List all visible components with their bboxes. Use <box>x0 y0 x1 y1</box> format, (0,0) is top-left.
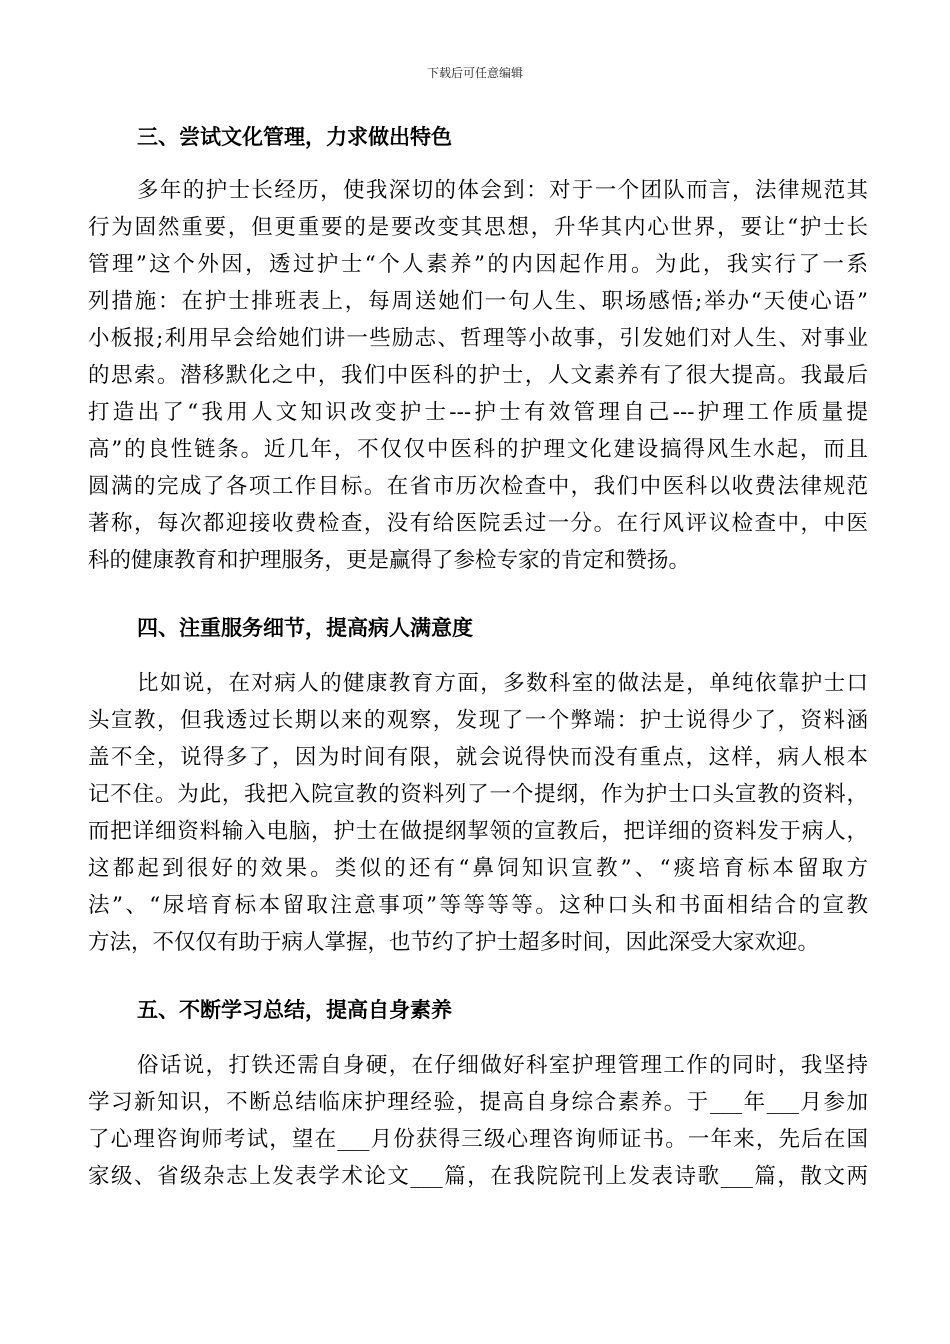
paragraph-line: 多年的护士长经历，使我深切的体会到：对于一个团队而言，法律规范其 <box>137 178 868 203</box>
paragraph-line: 盖不全，说得多了，因为时间有限，就会说得快而没有重点，这样，病人根本 <box>88 745 868 770</box>
paragraph-line: 科的健康教育和护理服务，更是赢得了参检专家的肯定和赞扬。 <box>88 548 691 573</box>
paragraph-line: 方法，不仅仅有助于病人掌握，也节约了护士超多时间，因此深受大家欢迎。 <box>88 930 820 955</box>
paragraph-line: 学习新知识，不断总结临床护理经验，提高自身综合素养。于___年___月参加 <box>88 1090 868 1115</box>
paragraph-line: 打造出了“我用人文知识改变护士---护士有效管理自己---护理工作质量提 <box>88 400 868 425</box>
paragraph-line: 的思索。潜移默化之中，我们中医科的护士，人文素养有了很大提高。我最后 <box>88 363 868 388</box>
paragraph-line: 头宣教，但我透过长期以来的观察，发现了一个弊端：护士说得少了，资料涵 <box>88 708 868 733</box>
paragraph-line: 俗话说，打铁还需自身硬，在仔细做好科室护理管理工作的同时，我坚持 <box>137 1053 868 1078</box>
paragraph-line: 法”、“尿培育标本留取注意事项”等等等等。这种口头和书面相结合的宣教 <box>88 893 868 918</box>
paragraph-line: 记不住。为此，我把入院宣教的资料列了一个提纲，作为护士口头宣教的资料， <box>88 782 868 807</box>
section-heading: 五、不断学习总结，提高自身素养 <box>137 998 452 1022</box>
paragraph-line: 比如说，在对病人的健康教育方面，多数科室的做法是，单纯依靠护士口 <box>137 671 868 696</box>
paragraph-line: 这都起到很好的效果。类似的还有“鼻饲知识宣教”、“痰培育标本留取方 <box>88 856 868 881</box>
section-heading: 四、注重服务细节，提高病人满意度 <box>137 616 473 640</box>
paragraph-line: 而把详细资料输入电脑，护士在做提纲挈领的宣教后，把详细的资料发于病人， <box>88 819 868 844</box>
paragraph-line: 家级、省级杂志上发表学术论文___篇，在我院院刊上发表诗歌___篇，散文两 <box>88 1164 868 1189</box>
section-heading: 三、尝试文化管理，力求做出特色 <box>137 125 452 149</box>
page-header-note: 下载后可任意编辑 <box>426 66 523 80</box>
paragraph-line: 行为固然重要，但更重要的是要改变其思想，升华其内心世界，要让“护士长 <box>88 215 868 240</box>
paragraph-line: 列措施：在护士排班表上，每周送她们一句人生、职场感悟;举办“天使心语” <box>88 289 868 314</box>
paragraph-line: 著称，每次都迎接收费检查，没有给医院丢过一分。在行风评议检查中，中医 <box>88 511 868 536</box>
paragraph-line: 小板报;利用早会给她们讲一些励志、哲理等小故事，引发她们对人生、对事业 <box>88 326 868 351</box>
paragraph-line: 管理”这个外因，透过护士“个人素养”的内因起作用。为此，我实行了一系 <box>88 252 868 277</box>
paragraph-line: 了心理咨询师考试，望在___月份获得三级心理咨询师证书。一年来，先后在国 <box>88 1127 868 1152</box>
paragraph-line: 高”的良性链条。近几年，不仅仅中医科的护理文化建设搞得风生水起，而且 <box>88 437 868 462</box>
paragraph-line: 圆满的完成了各项工作目标。在省市历次检查中，我们中医科以收费法律规范 <box>88 474 868 499</box>
